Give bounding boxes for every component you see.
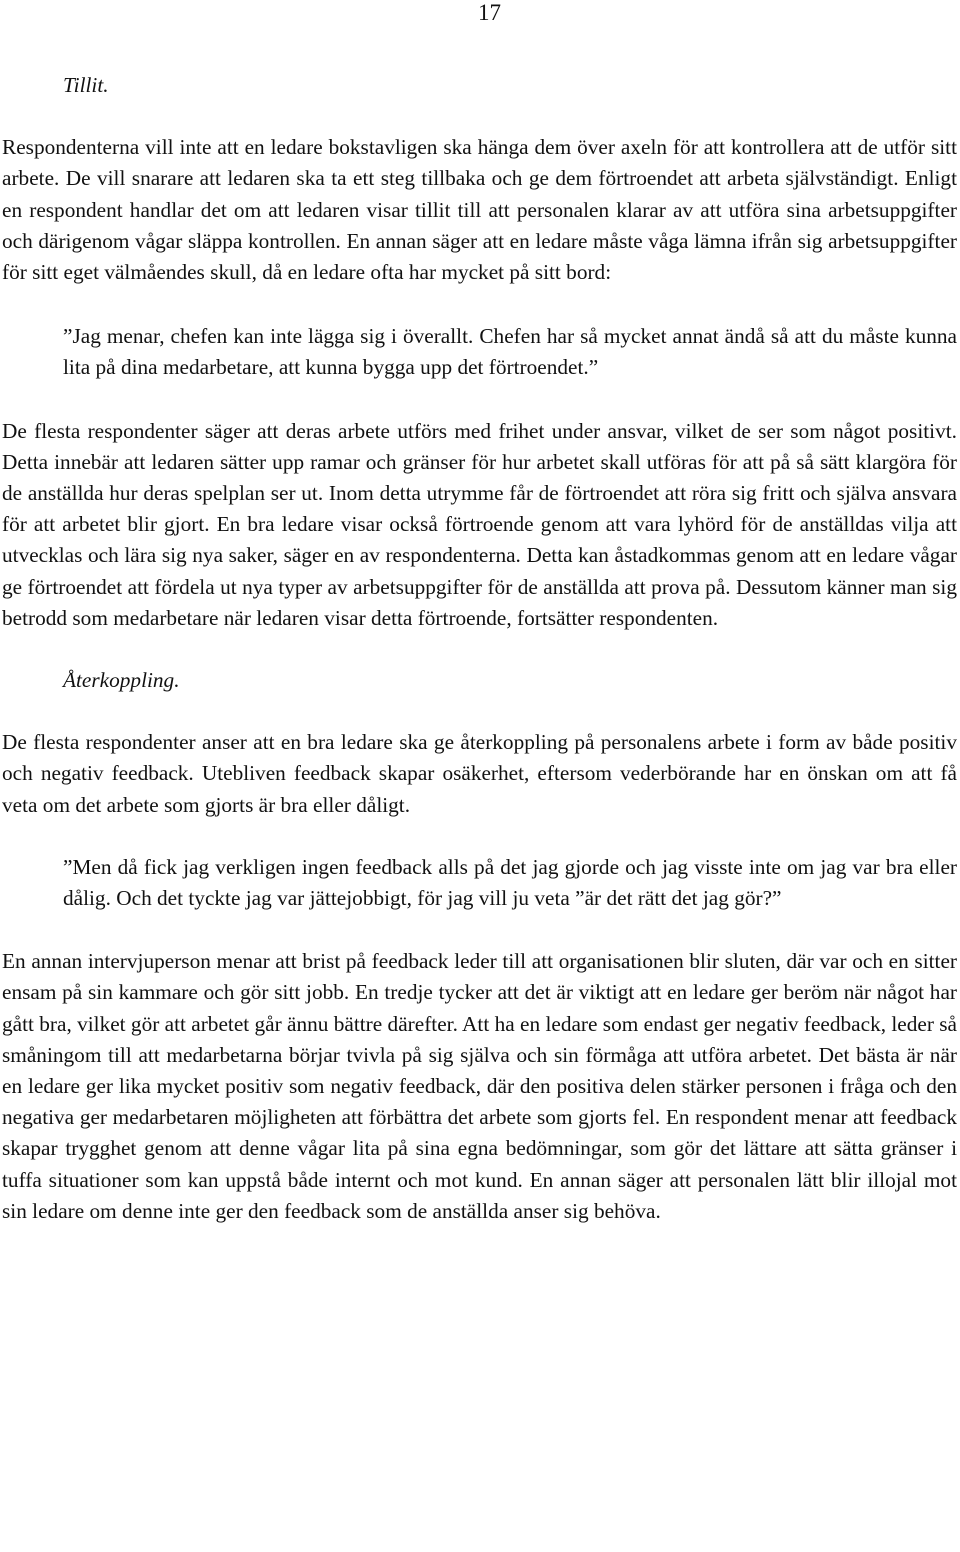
paragraph-aterkoppling-1: De flesta respondenter anser att en bra ledare ska ge återkoppling på personalens arbete i form av både positiv och negativ feedback. Utebliven feedback skapar osäkerhet, eftersom vederbörande har en önskan om att få veta om det arbete som gjorts är bra eller dåligt. bbox=[2, 730, 957, 817]
section-heading-tillit: Tillit. bbox=[63, 73, 109, 97]
spacer bbox=[2, 288, 957, 321]
spacer bbox=[2, 634, 957, 665]
spacer bbox=[2, 101, 957, 132]
spacer bbox=[2, 384, 957, 416]
page-number: 17 bbox=[478, 0, 501, 25]
section-heading-aterkoppling: Återkoppling. bbox=[63, 668, 180, 693]
spacer bbox=[2, 914, 957, 946]
document-body bbox=[2, 70, 957, 1227]
quote-aterkoppling: ”Men då fick jag verkligen ingen feedback alls på det jag gjorde och jag visste inte om jag var bra eller dålig. Och det tyckte jag var jättejobbigt, för jag vill ju veta ”är det rätt det jag gör?” bbox=[63, 854, 957, 911]
quote-tillit: ”Jag menar, chefen kan inte lägga sig i överallt. Chefen har så mycket annat ändå så att du måste kunna lita på dina medarbetare, att kunna bygga upp det förtroendet.” bbox=[63, 324, 957, 380]
spacer bbox=[2, 696, 957, 727]
paragraph-tillit-2: De flesta respondenter säger att deras arbete utförs med frihet under ansvar, vilket de ser som något positivt. Detta innebär att ledaren sätter upp ramar och gränser för hur arbetet skall utföras för att på så sätt klargöra för de anställda hur deras spelplan ser ut. Inom detta utrymme får de förtroendet att röra sig fritt och själva ansvara för att arbetet blir gjort. En bra ledare visar också förtroende genom att vara lyhörd för de anställdas vilja att utvecklas och lära sig nya saker, säger en av respondenterna. Detta kan åstadkommas genom att en ledare vågar ge förtroendet att fördela ut nya typer av arbetsuppgifter för de anställda att prova på. Dessutom känner man sig betrodd som medarbetare när ledaren visar detta förtroende, fortsätter respondenten. bbox=[2, 418, 957, 630]
paragraph-tillit-1: Respondenterna vill inte att en ledare bokstavligen ska hänga dem över axeln för att kontrollera att de utför sitt arbete. De vill snarare att ledaren ska ta ett steg tillbaka och ge dem förtroendet att arbeta självständigt. Enligt en respondent handlar det om att ledaren visar tillit till att personalen klarar av att utföra sina arbetsuppgifter och därigenom vågar släppa kontrollen. En annan säger att en ledare måste våga lämna ifrån sig arbetsuppgifter för sitt eget välmåendes skull, då en ledare ofta har mycket på sitt bord: bbox=[2, 135, 957, 285]
spacer bbox=[2, 821, 957, 852]
paragraph-aterkoppling-2: En annan intervjuperson menar att brist på feedback leder till att organisationen blir sluten, där var och en sitter ensam på sin kammare och gör sitt jobb. En tredje tycker att det är viktigt att en ledare ger beröm när något har gått bra, vilket gör att arbetet går ännu bättre därefter. Att ha en ledare som endast ger negativ feedback, leder så småningom till att medarbetarna börjar tvivla på sig själva och sin förmåga att utföra arbetet. Det bästa är när en ledare ger lika mycket positiv som negativ feedback, där den positiva delen stärker personen i fråga och den negativa ger medarbetaren möjligheten att förbättra det arbete som gjorts fel. En respondent menar att feedback skapar trygghet genom att denne vågar lita på sina egna bedömningar, som gör det lättare att sätta gränser i tuffa situationer som kan uppstå både internt och mot kund. En annan säger att personalen lätt blir illojal mot sin ledare om denne inte ger den feedback som de anställda anser sig behöva. bbox=[2, 949, 957, 1223]
